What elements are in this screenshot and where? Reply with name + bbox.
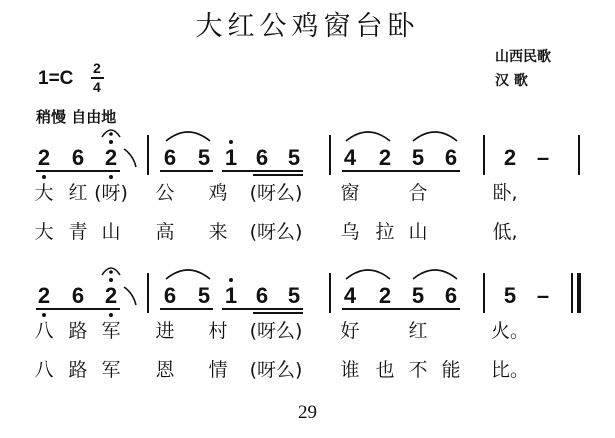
high-dot (229, 140, 233, 144)
lyric-syllable: 不 (408, 359, 428, 381)
note: – (536, 283, 550, 308)
slur (166, 270, 210, 279)
note: 1 (224, 283, 238, 308)
lyric-syllable: 大 (34, 182, 54, 204)
lyric-syllable: 军 (101, 359, 121, 381)
lyric-syllable: 青 (68, 221, 88, 243)
fermata-dot (109, 270, 113, 274)
lyric-syllable: 军 (101, 320, 121, 342)
note: 6 (444, 145, 458, 170)
time-signature-denominator: 4 (93, 79, 101, 95)
note: – (536, 145, 550, 170)
high-dot (109, 140, 113, 144)
lyric-syllable: 来 (208, 221, 228, 243)
key-signature: 1=C (38, 68, 74, 89)
note: 6 (163, 145, 177, 170)
high-dot (109, 278, 113, 282)
lyric-syllable: 路 (68, 320, 88, 342)
lyric-syllable: 好 (340, 320, 360, 342)
glissando-mark (124, 149, 136, 167)
lyric-syllable: 乌 (340, 221, 360, 243)
lyric-syllable: 鸡 (208, 182, 228, 204)
lyric-syllable: (呀) (94, 182, 128, 204)
note: 6 (163, 283, 177, 308)
note: 5 (197, 283, 211, 308)
lyric-syllable: 谁 (340, 359, 360, 381)
source-line-1: 山西民歌 (495, 49, 551, 65)
note: 5 (287, 145, 301, 170)
lyric-syllable: 红 (68, 182, 88, 204)
glissando-mark (124, 287, 136, 305)
note: 6 (255, 145, 269, 170)
lyric-syllable: 情 (208, 359, 228, 381)
lyric-syllable: 大 (34, 221, 54, 243)
note: 5 (411, 283, 425, 308)
lyric-syllable: 拉 (375, 221, 395, 243)
lyric-syllable: 低, (492, 221, 518, 243)
note: 5 (411, 145, 425, 170)
note: 1 (224, 145, 238, 170)
note: 5 (503, 283, 517, 308)
lyric-syllable: 村 (208, 320, 228, 342)
lyric-syllable: (呀么) (249, 320, 303, 342)
note: 2 (503, 145, 517, 170)
note: 2 (378, 283, 392, 308)
lyric-syllable: 八 (34, 320, 54, 342)
note: 2 (378, 145, 392, 170)
note: 2 (37, 283, 51, 308)
source-line-2: 汉 歌 (495, 73, 528, 89)
tempo-marking: 稍慢 自由地 (36, 108, 117, 126)
slur (413, 270, 457, 279)
note: 2 (104, 145, 118, 170)
low-dot (109, 313, 113, 317)
lyric-syllable: 公 (155, 182, 175, 204)
low-dot (109, 175, 113, 179)
note: 2 (37, 145, 51, 170)
note: 6 (71, 283, 85, 308)
lyric-syllable: 卧, (492, 182, 518, 204)
fermata-dot (109, 132, 113, 136)
slur (346, 132, 390, 141)
lyric-syllable: (呀么) (249, 182, 303, 204)
lyric-syllable: 八 (34, 359, 54, 381)
note: 2 (104, 283, 118, 308)
time-signature-numerator: 2 (93, 60, 101, 76)
lyric-syllable: 恩 (155, 359, 175, 381)
note: 4 (343, 283, 357, 308)
lyric-syllable: 窗 (340, 182, 360, 204)
lyric-syllable: 合 (408, 182, 428, 204)
note: 5 (197, 145, 211, 170)
lyric-syllable: (呀么) (249, 221, 303, 243)
note: 5 (287, 283, 301, 308)
lyric-syllable: 进 (155, 320, 175, 342)
note: 6 (255, 283, 269, 308)
lyric-syllable: 山 (408, 221, 428, 243)
song-title: 大红公鸡窗台卧 (195, 11, 420, 42)
lyric-syllable: 也 (375, 359, 395, 381)
note: 6 (444, 283, 458, 308)
note: 6 (71, 145, 85, 170)
lyric-syllable: 红 (408, 320, 428, 342)
lyric-syllable: (呀么) (249, 359, 303, 381)
lyric-syllable: 火。 (490, 320, 530, 342)
slur (166, 132, 210, 141)
slur (346, 270, 390, 279)
lyric-syllable: 山 (101, 221, 121, 243)
high-dot (229, 278, 233, 282)
note: 4 (343, 145, 357, 170)
lyric-syllable: 能 (441, 359, 461, 381)
lyric-syllable: 高 (155, 221, 175, 243)
lyric-syllable: 比。 (490, 359, 530, 381)
low-dot (42, 175, 46, 179)
lyric-syllable: 路 (68, 359, 88, 381)
page-number: 29 (298, 402, 317, 423)
slur (413, 132, 457, 141)
low-dot (42, 313, 46, 317)
